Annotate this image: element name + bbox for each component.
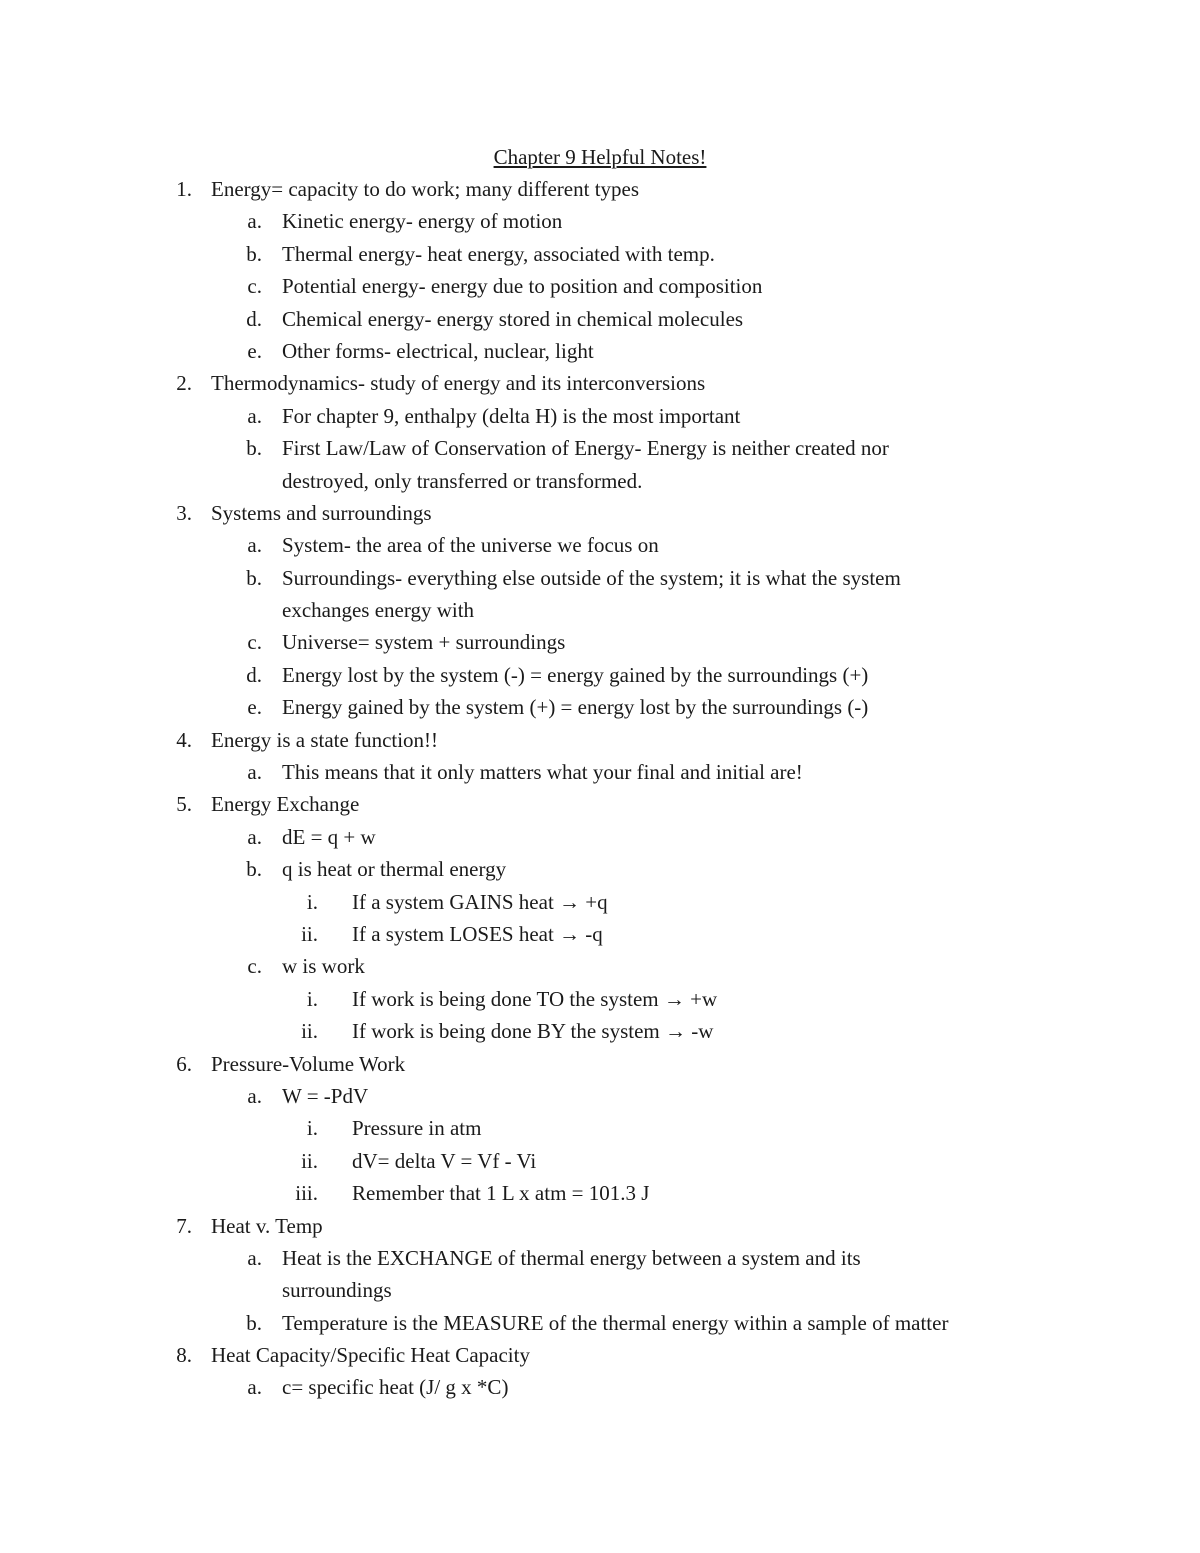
notes-outline (0, 174, 1200, 1405)
item-marker: a. (247, 1375, 262, 1400)
outline-item-level-2 (0, 336, 1200, 368)
item-marker: 8. (176, 1343, 192, 1368)
item-marker: d. (246, 306, 262, 331)
item-text: For chapter 9, enthalpy (delta H) is the most important (282, 403, 741, 428)
item-marker: ii. (301, 921, 318, 946)
item-marker: c. (247, 954, 262, 979)
outline-continuation-line (0, 1275, 1200, 1307)
item-marker: a. (247, 1083, 262, 1108)
item-text: Thermodynamics- study of energy and its interconversions (211, 371, 706, 396)
outline-item-level-2 (0, 1243, 1200, 1275)
item-marker: ii. (301, 1019, 318, 1044)
outline-item-level-3 (0, 919, 1200, 951)
item-marker: c. (247, 274, 262, 299)
item-text: Systems and surroundings (211, 500, 432, 525)
item-text: Temperature is the MEASURE of the thermal energy within a sample of matter (282, 1310, 949, 1335)
item-text: System- the area of the universe we focus on (282, 533, 659, 558)
outline-item-level-2 (0, 627, 1200, 659)
item-marker: b. (246, 241, 262, 266)
item-marker: ii. (301, 1148, 318, 1173)
item-text: Energy is a state function!! (211, 727, 439, 752)
item-text: Heat v. Temp (211, 1213, 323, 1238)
outline-item-level-3 (0, 1016, 1200, 1048)
item-marker: c. (247, 630, 262, 655)
item-text: destroyed, only transferred or transformed. (282, 468, 643, 493)
outline-item-level-1 (0, 789, 1200, 821)
outline-item-level-2 (0, 854, 1200, 886)
outline-item-level-2 (0, 822, 1200, 854)
item-text: Remember that 1 L x atm = 101.3 J (352, 1181, 650, 1206)
item-text: Energy gained by the system (+) = energy lost by the surroundings (-) (282, 695, 869, 720)
outline-item-level-2 (0, 660, 1200, 692)
outline-item-level-2 (0, 304, 1200, 336)
item-text: Energy lost by the system (-) = energy gained by the surroundings (+) (282, 662, 869, 687)
item-text: If a system LOSES heat → -q (352, 921, 603, 946)
item-marker: 6. (176, 1051, 192, 1076)
item-marker: 1. (176, 177, 192, 201)
outline-item-level-1 (0, 368, 1200, 400)
item-marker: b. (246, 857, 262, 882)
item-marker: a. (247, 824, 262, 849)
item-text: dE = q + w (282, 824, 376, 849)
outline-item-level-2 (0, 757, 1200, 789)
outline-item-level-1 (0, 1049, 1200, 1081)
item-marker: b. (246, 436, 262, 461)
item-marker: b. (246, 565, 262, 590)
item-marker: a. (247, 209, 262, 234)
item-text: c= specific heat (J/ g x *C) (282, 1375, 509, 1400)
outline-item-level-3 (0, 1178, 1200, 1210)
outline-continuation-line (0, 595, 1200, 627)
item-marker: i. (306, 1116, 318, 1141)
outline-item-level-1 (0, 725, 1200, 757)
outline-item-level-3 (0, 887, 1200, 919)
outline-item-level-2 (0, 1372, 1200, 1404)
item-marker: a. (247, 760, 262, 785)
outline-item-level-1 (0, 1211, 1200, 1243)
outline-item-level-2 (0, 530, 1200, 562)
outline-item-level-3 (0, 1113, 1200, 1145)
document-title: Chapter 9 Helpful Notes! (493, 145, 707, 169)
outline-item-level-1 (0, 1340, 1200, 1372)
outline-item-level-2 (0, 563, 1200, 595)
outline-item-level-1 (0, 174, 1200, 206)
outline-item-level-2 (0, 271, 1200, 303)
outline-continuation-line (0, 466, 1200, 498)
item-marker: 7. (176, 1213, 192, 1238)
outline-item-level-2 (0, 951, 1200, 983)
item-marker: iii. (295, 1181, 318, 1206)
item-marker: i. (306, 889, 318, 914)
outline-item-level-3 (0, 984, 1200, 1016)
item-text: W = -PdV (282, 1083, 369, 1108)
item-text: If work is being done TO the system → +w (352, 986, 718, 1011)
item-marker: 2. (176, 371, 192, 396)
outline-item-level-2 (0, 433, 1200, 465)
item-text: If work is being done BY the system → -w (352, 1019, 714, 1044)
item-text: Pressure-Volume Work (211, 1051, 406, 1076)
item-marker: d. (246, 662, 262, 687)
item-text: q is heat or thermal energy (282, 857, 507, 882)
item-marker: 3. (176, 500, 192, 525)
item-marker: 5. (176, 792, 192, 817)
item-text: exchanges energy with (282, 598, 475, 623)
item-text: Heat Capacity/Specific Heat Capacity (211, 1343, 530, 1368)
item-text: If a system GAINS heat → +q (352, 889, 608, 914)
item-marker: b. (246, 1310, 262, 1335)
item-marker: 4. (176, 727, 192, 752)
item-text: Other forms- electrical, nuclear, light (282, 338, 594, 363)
item-marker: e. (247, 695, 262, 720)
outline-item-level-2 (0, 401, 1200, 433)
item-text: surroundings (282, 1278, 392, 1303)
item-marker: a. (247, 533, 262, 558)
item-text: Energy= capacity to do work; many different types (211, 177, 640, 201)
item-text: Surroundings- everything else outside of the system; it is what the system (282, 565, 901, 590)
item-text: First Law/Law of Conservation of Energy- Energy is neither created nor (282, 436, 889, 461)
item-marker: a. (247, 1245, 262, 1270)
item-text: Heat is the EXCHANGE of thermal energy between a system and its (282, 1245, 861, 1270)
item-text: Universe= system + surroundings (282, 630, 566, 655)
outline-item-level-2 (0, 239, 1200, 271)
outline-item-level-2 (0, 206, 1200, 238)
item-text: Potential energy- energy due to position and composition (282, 274, 763, 299)
item-text: w is work (282, 954, 365, 979)
item-text: dV= delta V = Vf - Vi (352, 1148, 537, 1173)
outline-item-level-1 (0, 498, 1200, 530)
outline-item-level-2 (0, 1308, 1200, 1340)
item-marker: a. (247, 403, 262, 428)
outline-item-level-2 (0, 692, 1200, 724)
item-text: Chemical energy- energy stored in chemical molecules (282, 306, 744, 331)
item-text: This means that it only matters what your final and initial are! (282, 760, 803, 785)
item-text: Kinetic energy- energy of motion (282, 209, 563, 234)
item-marker: i. (306, 986, 318, 1011)
item-text: Pressure in atm (352, 1116, 482, 1141)
outline-item-level-2 (0, 1081, 1200, 1113)
item-marker: e. (247, 338, 262, 363)
item-text: Energy Exchange (211, 792, 360, 817)
outline-item-level-3 (0, 1146, 1200, 1178)
item-text: Thermal energy- heat energy, associated with temp. (282, 241, 715, 266)
